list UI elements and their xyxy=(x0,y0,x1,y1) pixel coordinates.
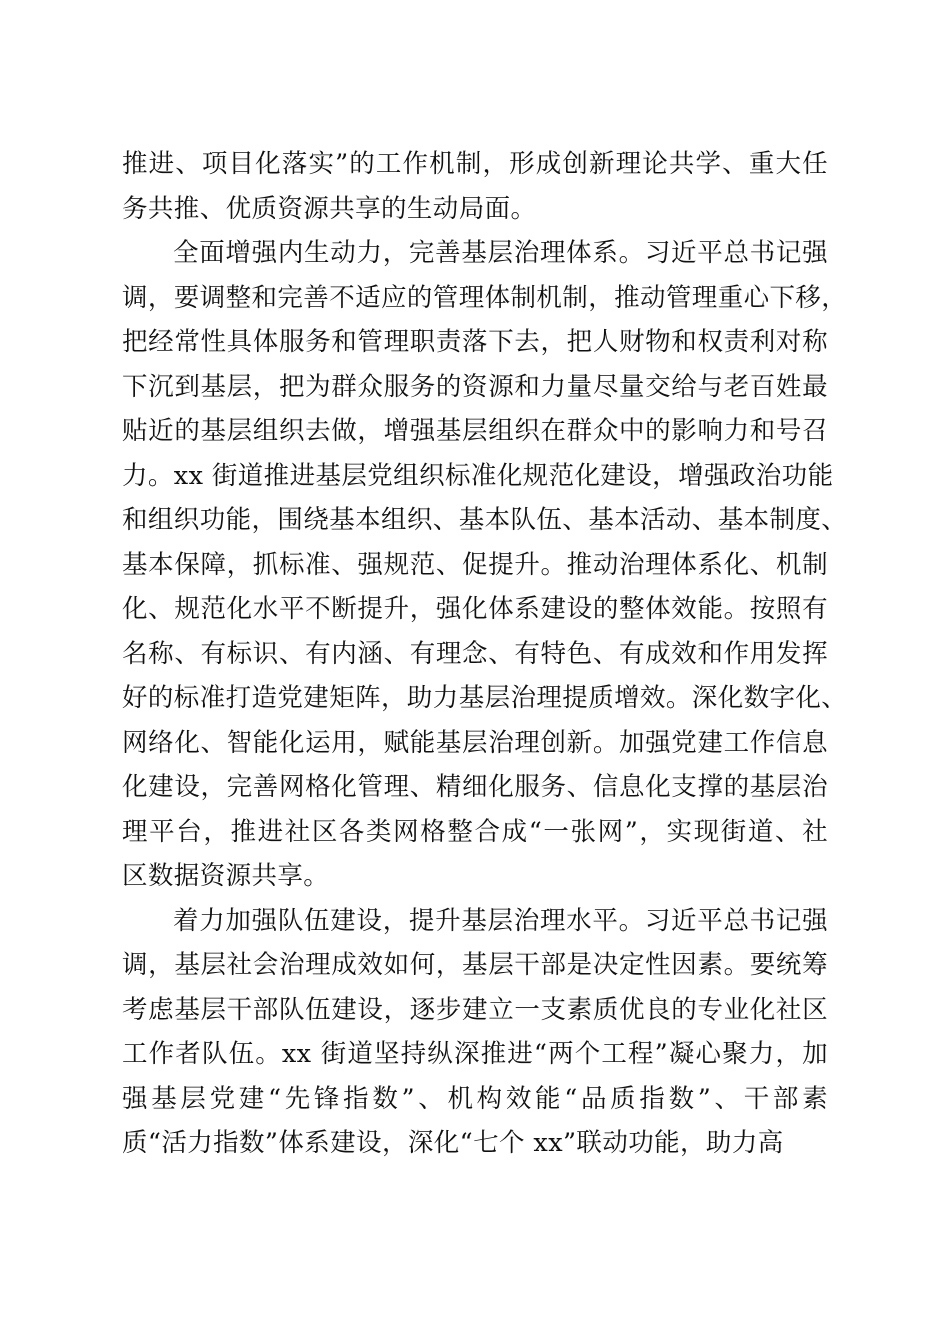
paragraph-line: 理平台，推进社区各类网格整合成“一张网”，实现街道、社 xyxy=(122,816,828,847)
paragraph-line: 调，要调整和完善不适应的管理体制机制，推动管理重心下移， xyxy=(122,282,848,313)
paragraph-line: 务共推、优质资源共享的生动局面。 xyxy=(122,193,537,224)
paragraph-line: 基本保障，抓标准、强规范、促提升。推动治理体系化、机制 xyxy=(122,549,828,580)
paragraph-line: 全面增强内生动力，完善基层治理体系。习近平总书记强 xyxy=(173,238,828,268)
paragraph-line: 和组织功能，围绕基本组织、基本队伍、基本活动、基本制度、 xyxy=(122,505,848,535)
paragraph-line: 工作者队伍。xx 街道坚持纵深推进“两个工程”凝心聚力，加 xyxy=(122,1039,828,1069)
paragraph-line: 考虑基层干部队伍建设，逐步建立一支素质优良的专业化社区 xyxy=(122,994,828,1025)
paragraph-line: 推进、项目化落实”的工作机制，形成创新理论共学、重大任 xyxy=(122,149,828,179)
document-body xyxy=(122,142,848,1166)
paragraph-line: 贴近的基层组织去做，增强基层组织在群众中的影响力和号召 xyxy=(122,416,828,446)
paragraph-line: 把经常性具体服务和管理职责落下去，把人财物和权责利对称 xyxy=(122,327,828,357)
paragraph-line: 下沉到基层，把为群众服务的资源和力量尽量交给与老百姓最 xyxy=(122,371,828,402)
paragraph-line: 质“活力指数”体系建设，深化“七个 xx”联动功能，助力高 xyxy=(122,1128,784,1158)
paragraph-line: 名称、有标识、有内涵、有理念、有特色、有成效和作用发挥 xyxy=(122,638,828,669)
paragraph-line: 力。xx 街道推进基层党组织标准化规范化建设，增强政治功能 xyxy=(122,460,834,491)
paragraph xyxy=(122,142,828,231)
paragraph xyxy=(122,899,828,1166)
paragraph-line: 区数据资源共享。 xyxy=(122,861,330,891)
paragraph-line: 着力加强队伍建设，提升基层治理水平。习近平总书记强 xyxy=(173,905,828,936)
paragraph-line: 强基层党建“先锋指数”、机构效能“品质指数”、干部素 xyxy=(122,1083,828,1114)
paragraph-line: 调，基层社会治理成效如何，基层干部是决定性因素。要统筹 xyxy=(122,950,828,980)
paragraph xyxy=(122,231,848,899)
paragraph-line: 网络化、智能化运用，赋能基层治理创新。加强党建工作信息 xyxy=(122,727,828,758)
paragraph-line: 化、规范化水平不断提升，强化体系建设的整体效能。按照有 xyxy=(122,594,828,624)
paragraph-line: 好的标准打造党建矩阵，助力基层治理提质增效。深化数字化、 xyxy=(122,683,848,713)
paragraph-line: 化建设，完善网格化管理、精细化服务、信息化支撑的基层治 xyxy=(122,772,828,802)
